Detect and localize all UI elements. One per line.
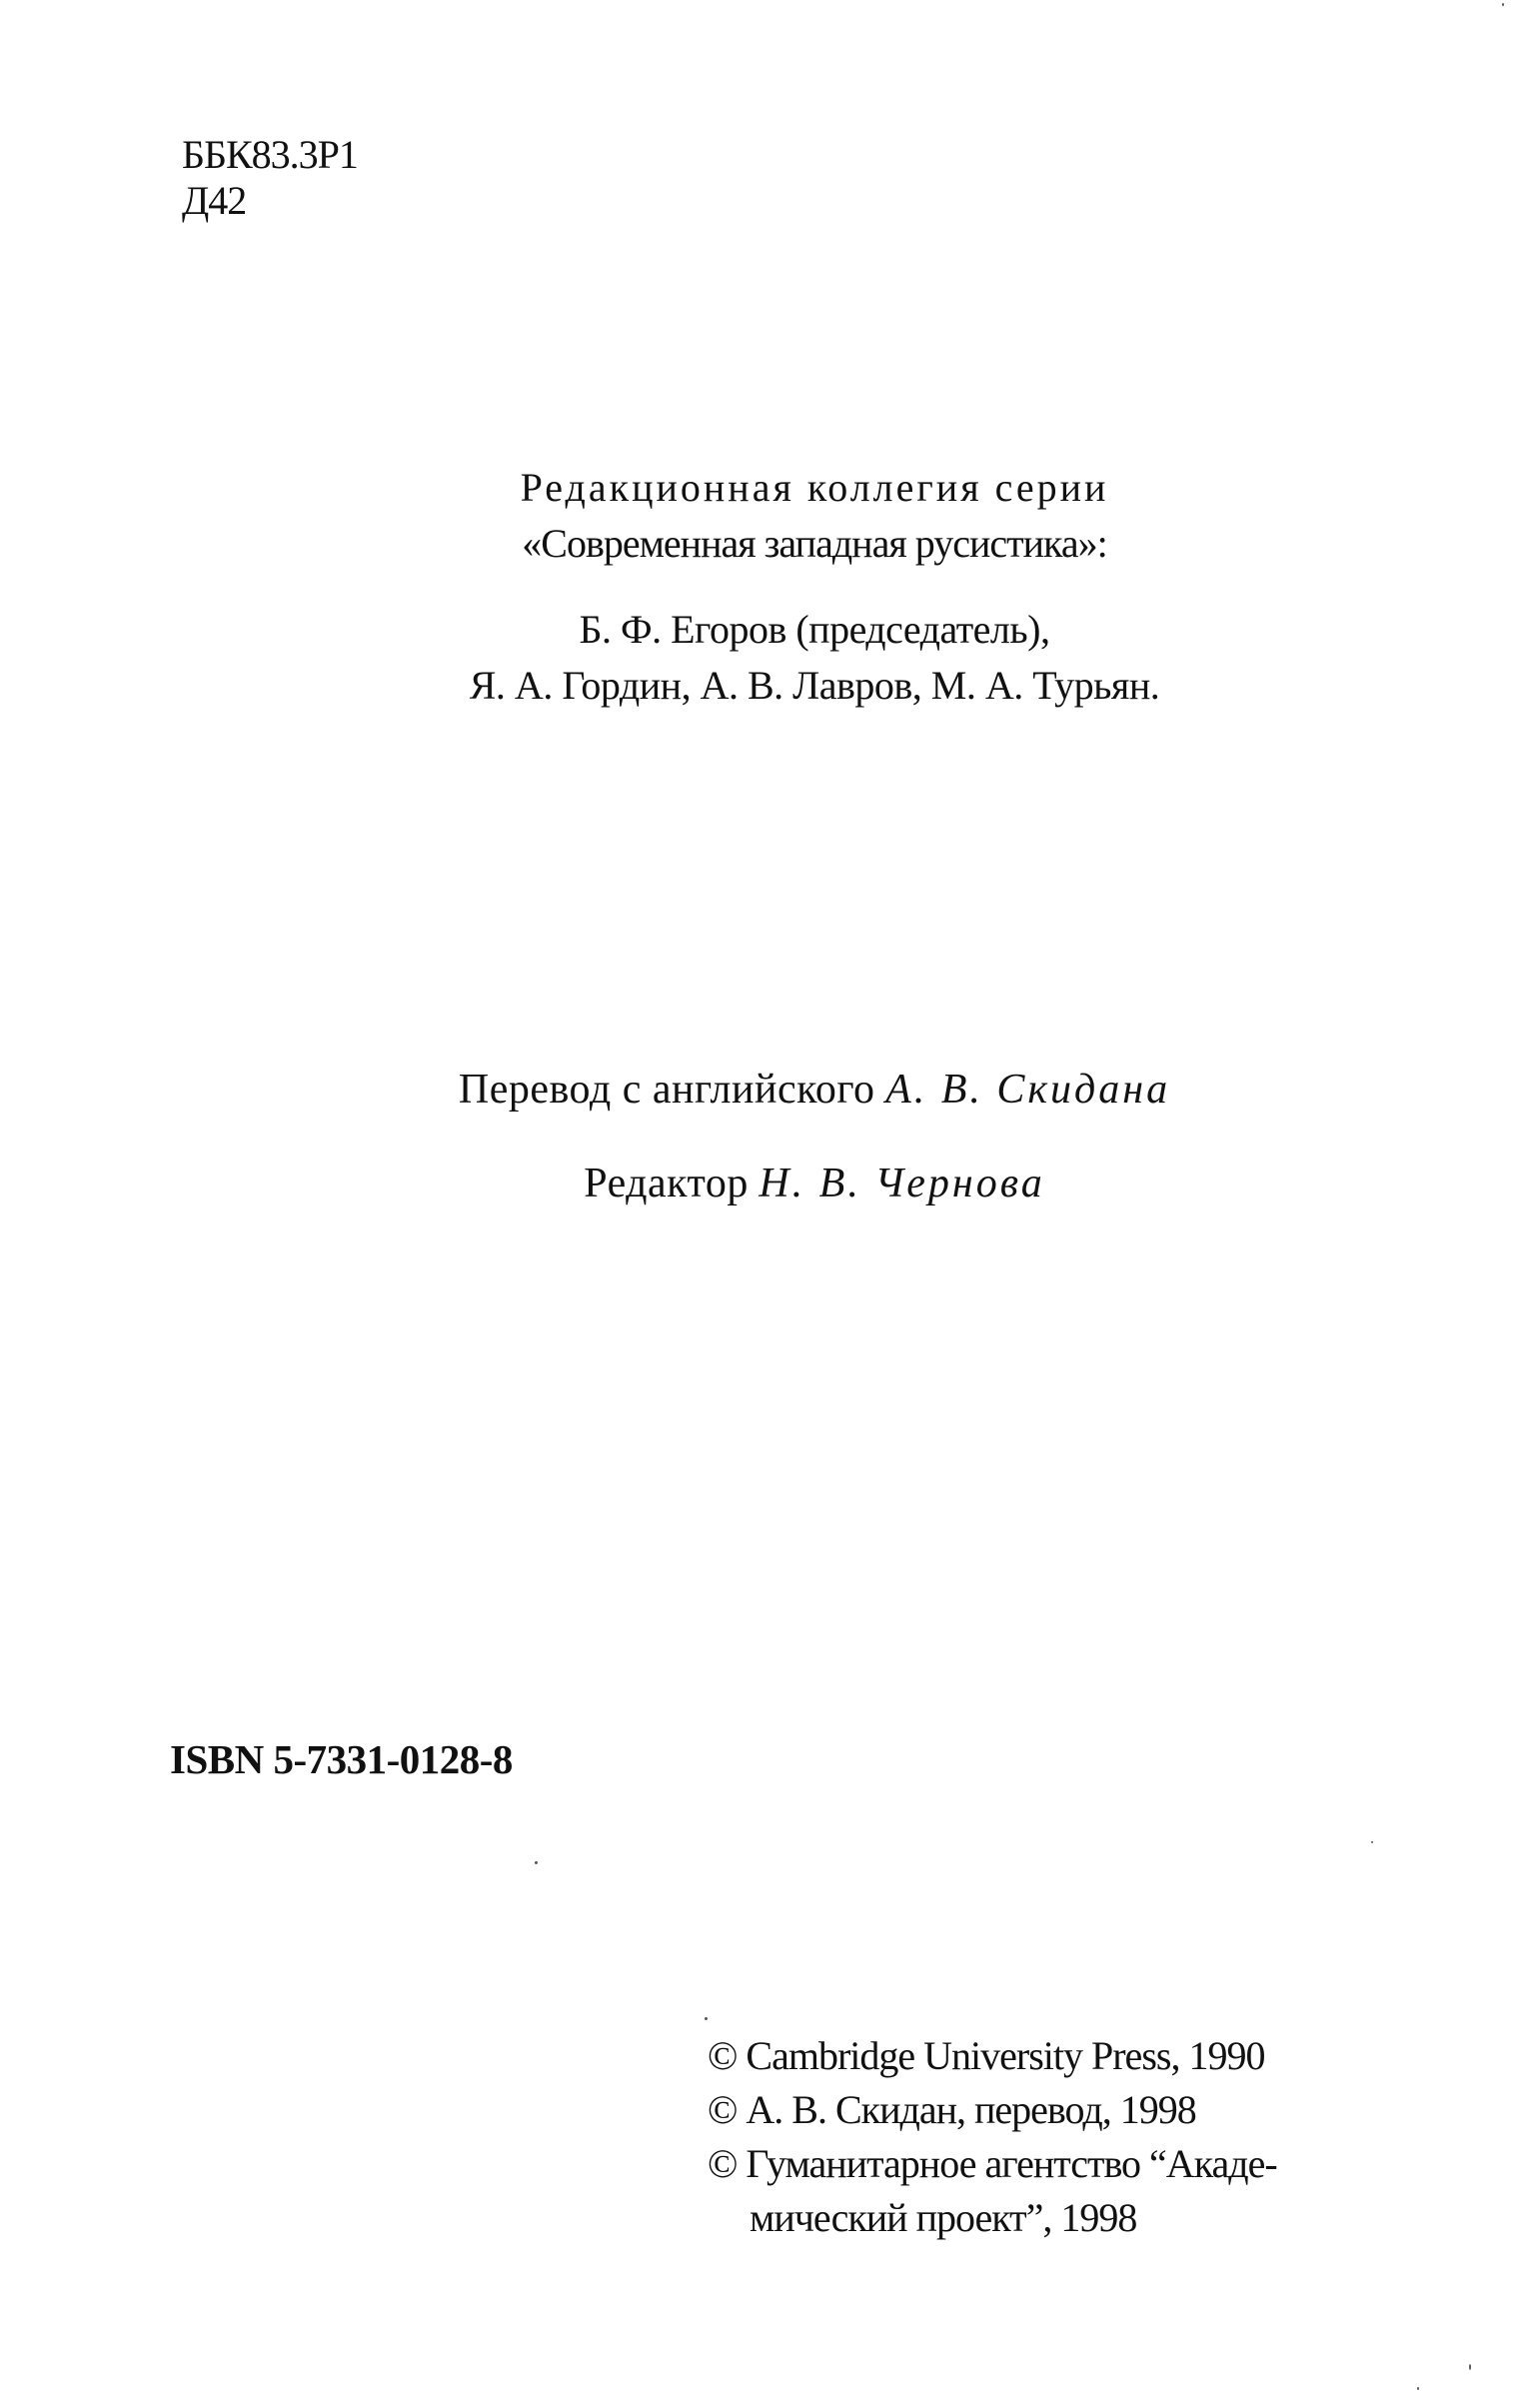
editor-name: Н. В. Чернова [759,1161,1045,1206]
copyright-line-1: © Cambridge University Press, 1990 [708,2033,1265,2078]
credits [380,1060,1249,1213]
isbn: ISBN 5-7331-0128-8 [170,1736,513,1782]
scan-speck [1469,2364,1471,2370]
scan-speck [705,2017,708,2020]
series-title: «Современная западная русистика»: [522,521,1107,566]
scan-speck [1417,2387,1419,2390]
copyright-block [708,2029,1277,2245]
editor-credit [380,1154,1249,1213]
scan-speck [1371,1841,1373,1843]
translator-name: А. В. Скидана [885,1067,1171,1113]
translation-label: Перевод с английского [458,1067,875,1113]
editorial-board-heading: Редакционная коллегия серии [520,465,1109,510]
library-classification [182,132,358,224]
bbk-code: ББК83.3Р1 [182,132,358,177]
copyright-line-4: мический проект”, 1998 [750,2195,1137,2240]
scan-speck [1502,3,1504,6]
editorial-board-members [380,602,1249,714]
members-line-1: Б. Ф. Егоров (председатель), [579,607,1050,652]
author-mark: Д42 [182,178,247,223]
members-line-2: Я. А. Гордин, А. В. Лавров, М. А. Турьян. [469,663,1160,708]
editor-label: Редактор [584,1161,749,1206]
copyright-line-2: © А. В. Скидан, перевод, 1998 [708,2087,1196,2132]
editorial-board [380,460,1249,714]
translation-credit [380,1060,1249,1120]
scan-speck [535,1861,538,1864]
copyright-line-3: © Гуманитарное агентство “Акаде- [708,2141,1277,2186]
